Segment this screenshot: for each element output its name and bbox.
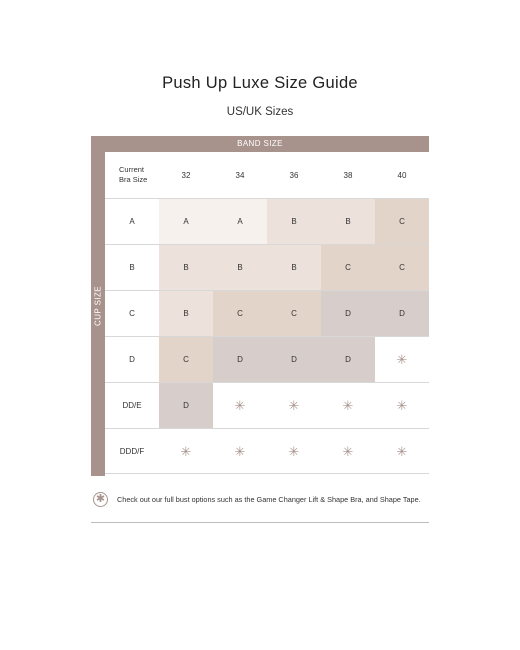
size-cell: B [267, 198, 321, 244]
size-cell: C [267, 290, 321, 336]
footnote: Check out our full bust options such as the Game Changer Lift & Shape Bra, and Shape Tape. [117, 495, 421, 504]
not-available-cell [267, 428, 321, 474]
current-bra-size-header [105, 152, 159, 198]
size-cell: A [213, 198, 267, 244]
band-header-38: 38 [343, 170, 353, 180]
size-cell: C [321, 244, 375, 290]
band-header-40: 40 [397, 170, 407, 180]
not-available-cell [321, 428, 375, 474]
bottom-divider [91, 522, 429, 523]
cup-row-label: DD/E [122, 400, 142, 410]
star-icon: ✳ [342, 443, 354, 459]
cup-row-label: B [129, 262, 135, 272]
size-cell: B [159, 290, 213, 336]
row-divider [105, 244, 429, 245]
star-icon: ✳ [234, 443, 246, 459]
not-available-cell [213, 428, 267, 474]
star-icon: ✳ [288, 397, 300, 413]
row-divider [105, 198, 429, 199]
star-icon: ✳ [234, 397, 246, 413]
size-cell: B [321, 198, 375, 244]
star-icon: ✳ [342, 397, 354, 413]
size-cell: B [159, 244, 213, 290]
row-divider [105, 428, 429, 429]
size-cell: C [375, 198, 429, 244]
corner-label-line-2: Bra Size [119, 175, 148, 184]
star-icon: ✳ [396, 351, 408, 367]
star-icon: ✳ [288, 443, 300, 459]
cup-size-label: CUP SIZE [93, 286, 103, 326]
page-subtitle: US/UK Sizes [226, 106, 294, 118]
size-cell: A [159, 198, 213, 244]
row-divider [105, 473, 429, 474]
size-cell: D [267, 336, 321, 382]
band-header-36: 36 [289, 170, 299, 180]
size-cell: B [213, 244, 267, 290]
cup-row-label: A [129, 216, 135, 226]
band-size-header: BAND SIZE [91, 136, 429, 152]
row-divider [105, 336, 429, 337]
not-available-cell [321, 382, 375, 428]
not-available-cell [375, 336, 429, 382]
size-cell: D [375, 290, 429, 336]
size-cell: D [321, 290, 375, 336]
star-icon: ✳ [396, 397, 408, 413]
corner-label-line-1: Current [119, 165, 145, 174]
cup-row-label: D [129, 354, 135, 364]
not-available-cell [159, 428, 213, 474]
cup-row-label: DDD/F [119, 446, 145, 456]
band-header-34: 34 [235, 170, 245, 180]
page-title: Push Up Luxe Size Guide [162, 74, 358, 92]
row-divider [105, 382, 429, 383]
size-cell: C [213, 290, 267, 336]
star-icon: ✳ [180, 443, 192, 459]
size-cell: C [159, 336, 213, 382]
not-available-cell [375, 428, 429, 474]
size-cell: D [159, 382, 213, 428]
band-header-32: 32 [181, 170, 191, 180]
not-available-cell [267, 382, 321, 428]
size-cell: D [321, 336, 375, 382]
cup-row-label: C [129, 308, 135, 318]
row-divider [105, 290, 429, 291]
size-cell: D [213, 336, 267, 382]
not-available-cell [213, 382, 267, 428]
cup-size-label-wrap [91, 136, 105, 476]
star-icon: ✱ [93, 492, 108, 507]
size-cell: C [375, 244, 429, 290]
not-available-cell [375, 382, 429, 428]
size-cell: B [267, 244, 321, 290]
star-icon: ✳ [396, 443, 408, 459]
